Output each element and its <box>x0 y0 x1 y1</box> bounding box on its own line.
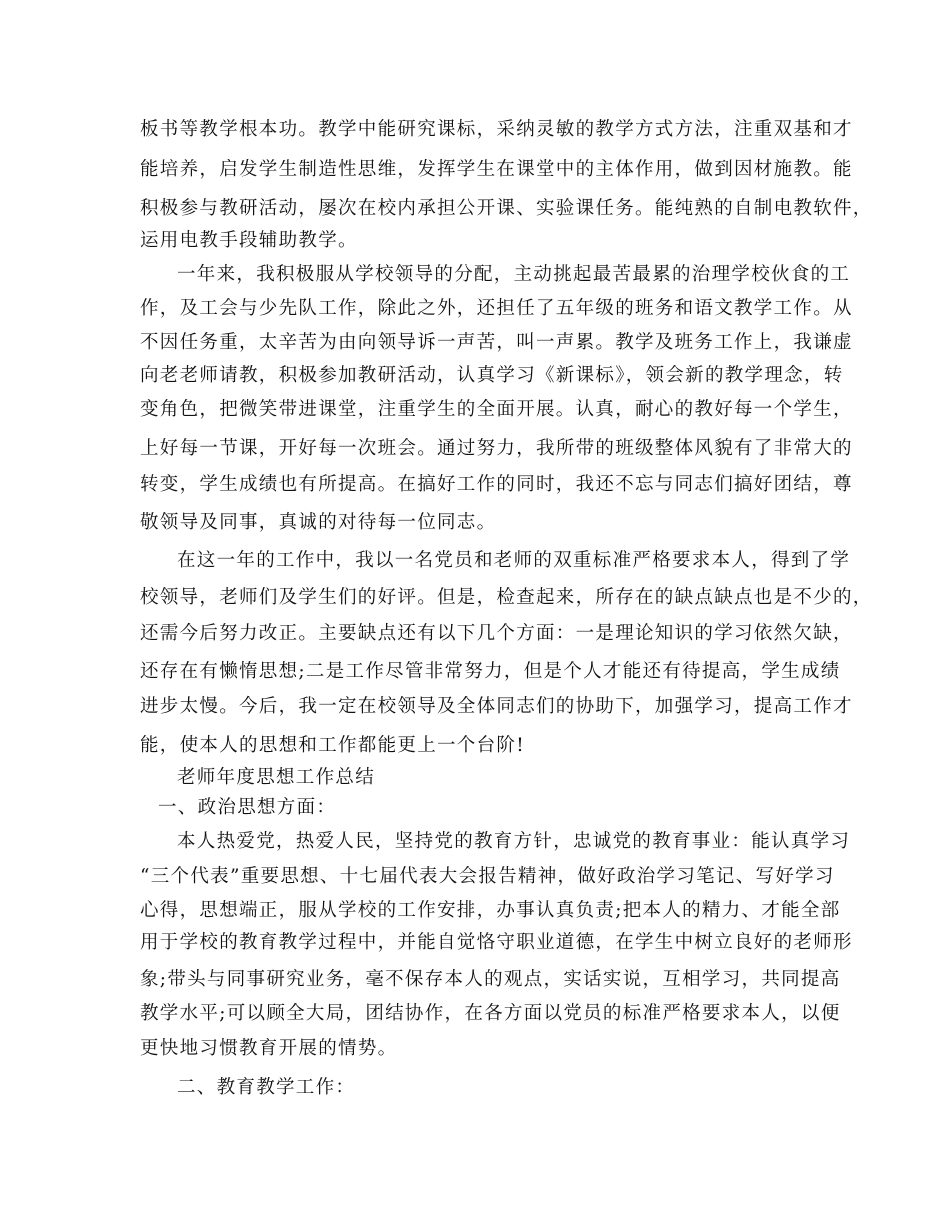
text-line: 板书等教学根本功。教学中能研究课标，采纳灵敏的教学方式方法，注重双基和才 <box>140 119 853 140</box>
section-heading: 一、政治思想方面： <box>158 797 337 818</box>
text-line: 作，及工会与少先队工作，除此之外，还担任了五年级的班务和语文教学工作。从 <box>140 298 853 319</box>
section-heading: 二、教育教学工作： <box>177 1077 356 1098</box>
text-line: 能培养，启发学生制造性思维，发挥学生在课堂中的主体作用，做到因材施教。能 <box>140 159 853 180</box>
text-line: 还需今后努力改正。主要缺点还有以下几个方面：一是理论知识的学习依然欠缺， <box>140 623 853 644</box>
text-line: 象;带头与同事研究业务，毫不保存本人的观点，实话实说，互相学习，共同提高 <box>140 969 841 990</box>
text-line: 进步太慢。今后，我一定在校领导及全体同志们的协助下，加强学习，提高工作才 <box>140 696 853 717</box>
text-line: 敬领导及同事，真诚的对待每一位同志。 <box>140 512 497 533</box>
text-line: 能，使本人的思想和工作都能更上一个台阶! <box>140 735 525 756</box>
paragraph-first-line: 本人热爱党，热爱人民，坚持党的教育方针，忠诚党的教育事业：能认真学习 <box>177 831 851 852</box>
text-line: 上好每一节课，开好每一次班会。通过努力，我所带的班级整体风貌有了非常大的 <box>140 438 853 459</box>
text-line: 变角色，把微笑带进课堂，注重学生的全面开展。认真，耐心的教好每一个学生， <box>140 399 853 420</box>
text-line: 校领导，老师们及学生们的好评。但是，检查起来，所存在的缺点缺点也是不少的， <box>140 587 873 608</box>
text-line: “三个代表”重要思想、十七届代表大会报告精神，做好政治学习笔记、写好学习 <box>140 866 835 887</box>
text-line: 运用电教手段辅助教学。 <box>140 230 358 251</box>
text-line: 不因任务重，太辛苦为由向领导诉一声苦，叫一声累。教学及班务工作上，我谦虚 <box>140 332 853 353</box>
text-line: 向老老师请教，积极参加教研活动，认真学习《新课标》，领会新的教学理念，转 <box>140 365 844 386</box>
section-title: 老师年度思想工作总结 <box>177 767 376 788</box>
text-line: 用于学校的教育教学过程中，并能自觉恪守职业道德，在学生中树立良好的老师形 <box>140 932 853 953</box>
paragraph-first-line: 一年来，我积极服从学校领导的分配，主动挑起最苦最累的治理学校伙食的工 <box>177 264 851 285</box>
text-line: 更快地习惯教育开展的情势。 <box>140 1038 398 1059</box>
text-line: 心得，思想端正，服从学校的工作安排，办事认真负责;把本人的精力、才能全部 <box>140 900 841 921</box>
text-line: 还存在有懒惰思想;二是工作尽管非常努力，但是个人才能还有待提高，学生成绩 <box>140 661 841 682</box>
paragraph-first-line: 在这一年的工作中，我以一名党员和老师的双重标准严格要求本人，得到了学 <box>177 550 851 571</box>
text-line: 积极参与教研活动，屡次在校内承担公开课、实验课任务。能纯熟的自制电教软件， <box>140 198 873 219</box>
text-line: 教学水平;可以顾全大局，团结协作，在各方面以党员的标准严格要求本人，以便 <box>140 1003 841 1024</box>
text-line: 转变，学生成绩也有所提高。在搞好工作的同时，我还不忘与同志们搞好团结，尊 <box>140 474 853 495</box>
